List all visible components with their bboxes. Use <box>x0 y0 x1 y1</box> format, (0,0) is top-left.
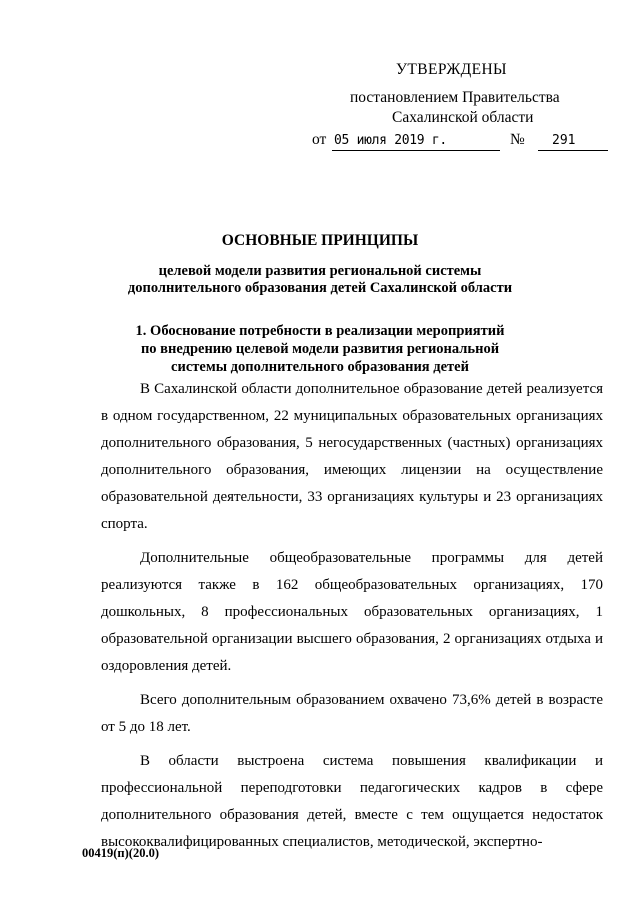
number-prefix: № <box>510 131 525 148</box>
section-heading-line-2: по внедрению целевой модели развития региональной <box>140 341 500 357</box>
approved-heading: УТВЕРЖДЕНЫ <box>396 61 507 78</box>
paragraph-2: Дополнительные общеобразовательные программы для детей реализуются также в 162 общеобразовательных организациях, 170 дошкольных, 8 профессиональных образовательных организациях, 1 образовательной организации высшего образования, 2 организациях отдыха и оздоровления детей. <box>101 550 603 674</box>
paragraph-1: В Сахалинской области дополнительное образование детей реализуется в одном государственном, 22 муниципальных образовательных организациях дополнительного образования, 5 негосударственных (частных) организациях дополнительного образования, имеющих лицензии на осуществление образовательной деятельности, 33 организациях культуры и 23 организациях спорта. <box>101 381 603 532</box>
subtitle-line-1: целевой модели развития региональной системы <box>158 263 482 279</box>
date-field <box>332 130 500 151</box>
body-text <box>101 376 603 856</box>
subtitle-line-2: дополнительного образования детей Сахалинской области <box>127 280 513 296</box>
number-value: 291 <box>552 133 576 148</box>
number-field <box>538 130 608 151</box>
document-title: ОСНОВНЫЕ ПРИНЦИПЫ <box>221 232 419 249</box>
region-line: Сахалинской области <box>392 109 534 126</box>
section-heading-line-1: 1. Обоснование потребности в реализации мероприятий <box>135 323 505 339</box>
date-number-line <box>312 130 608 152</box>
date-value: 05 июля 2019 г. <box>334 133 447 148</box>
paragraph-3: Всего дополнительным образованием охвачено 73,6% детей в возрасте от 5 до 18 лет. <box>101 692 603 735</box>
paragraph-4: В области выстроена система повышения квалификации и профессиональной переподготовки педагогических кадров в сфере дополнительного образования детей, вместе с тем ощущается недостаток высококвалифицированных специалистов, методической, экспертно- <box>101 753 603 850</box>
footer-code: 00419(п)(20.0) <box>82 846 159 860</box>
approved-by-line: постановлением Правительства <box>350 89 560 106</box>
date-prefix: от <box>312 131 327 148</box>
section-heading-line-3: системы дополнительного образования детей <box>171 359 469 375</box>
